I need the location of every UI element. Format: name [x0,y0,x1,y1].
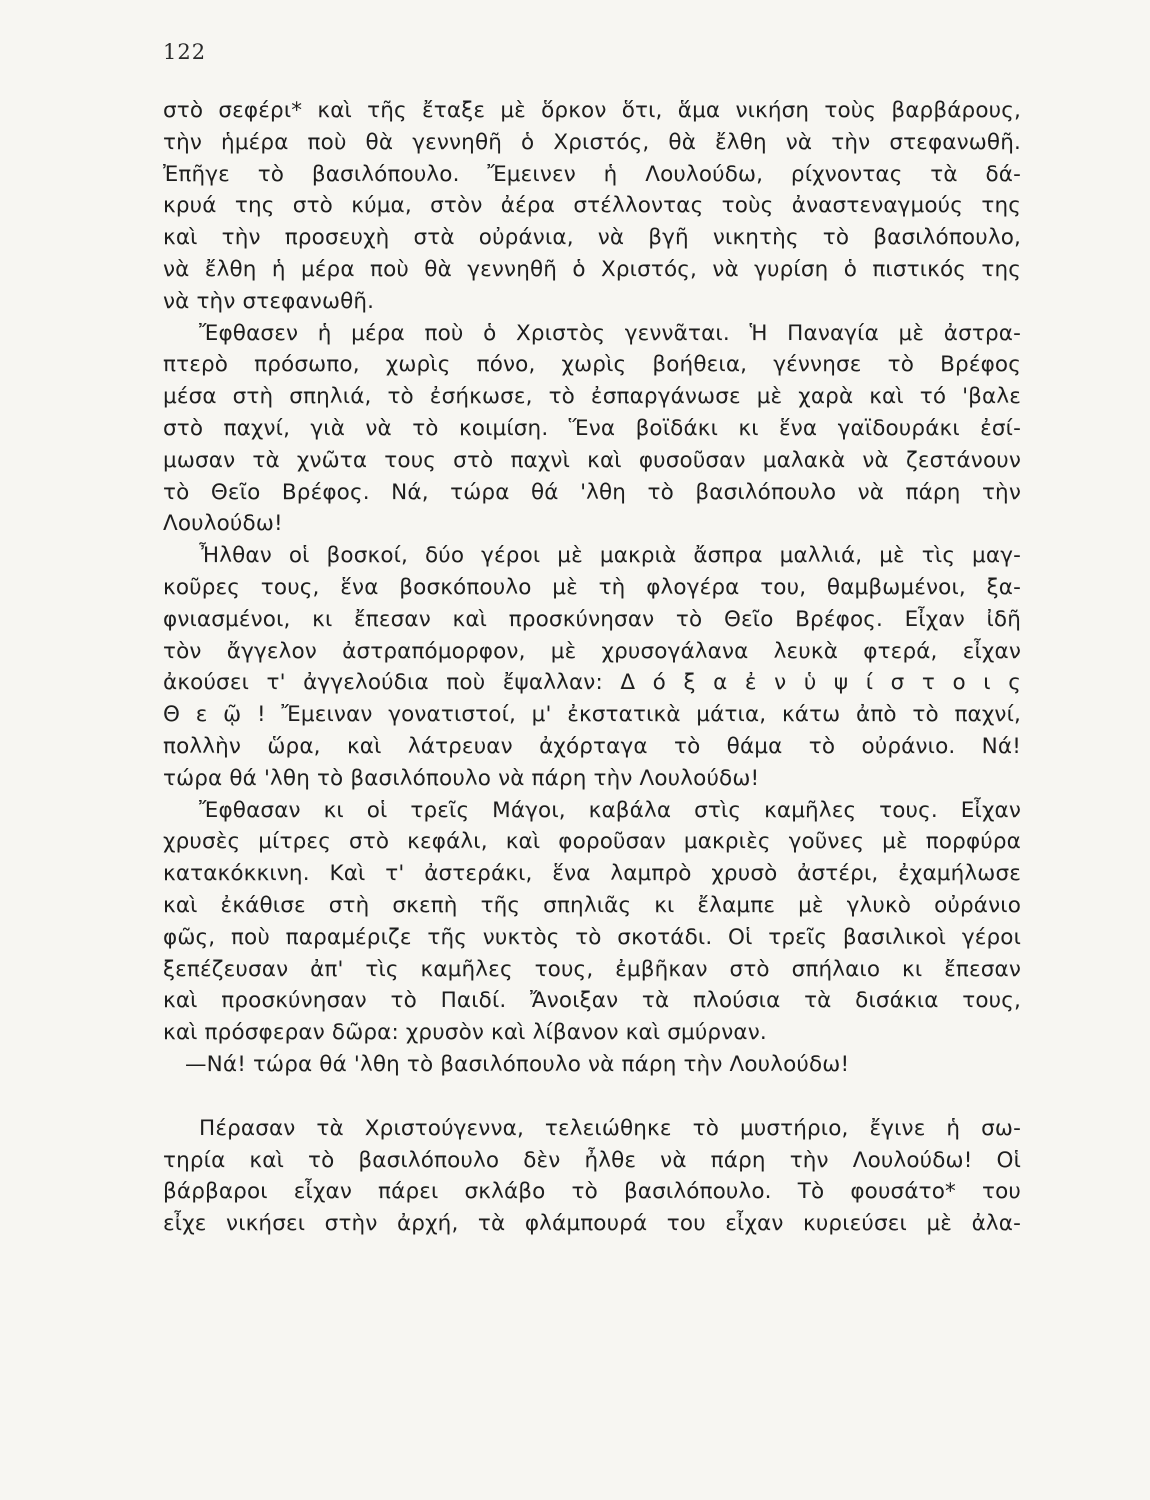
page-number: 122 [163,40,207,64]
text-line: καὶ πρόσφεραν δῶρα: χρυσὸν καὶ λίβανον καὶ σμύρναν. [163,1020,767,1046]
text-line: χρυσὲς μίτρες στὸ κεφάλι, καὶ φοροῦσαν μακριὲς γοῦνες μὲ πορφύρα [163,829,1021,855]
text-line: Ἐπῆγε τὸ βασιλόπουλο. Ἔμεινεν ἡ Λουλούδω, ρίχνοντας τὰ δά- [163,161,1021,187]
text-line: Ἔφθασαν κι οἱ τρεῖς Μάγοι, καβάλα στὶς καμῆλες τους. Εἶχαν [199,797,1021,823]
text-line: Πέρασαν τὰ Χριστούγεννα, τελειώθηκε τὸ μυστήριο, ἔγινε ἡ σω- [199,1115,1021,1141]
text-line: —Νά! τώρα θά 'λθη τὸ βασιλόπουλο νὰ πάρη τὴν Λουλούδω! [185,1051,850,1077]
text-line: στὸ παχνί, γιὰ νὰ τὸ κοιμίση. Ἕνα βοϊδάκι κι ἕνα γαϊδουράκι ἐσί- [163,415,1021,441]
text-line: Λουλούδω! [163,511,283,537]
text-line: τὸ Θεῖο Βρέφος. Νά, τώρα θά 'λθη τὸ βασιλόπουλο νὰ πάρη τὴν [163,479,1021,505]
text-line: ξεπέζευσαν ἀπ' τὶς καμῆλες τους, ἐμβῆκαν στὸ σπήλαιο κι ἔπεσαν [163,956,1021,982]
text-line: βάρβαροι εἶχαν πάρει σκλάβο τὸ βασιλόπουλο. Τὸ φουσάτο* του [163,1179,1021,1205]
text-line: κατακόκκινη. Καὶ τ' ἀστεράκι, ἕνα λαμπρὸ χρυσὸ ἀστέρι, ἐχαμήλωσε [163,861,1021,887]
text-line: καὶ ἐκάθισε στὴ σκεπὴ τῆς σπηλιᾶς κι ἔλαμπε μὲ γλυκὸ οὐράνιο [163,892,1021,918]
paragraph-gap [163,1081,1021,1113]
text-line: τὸν ἄγγελον ἀστραπόμορφον, μὲ χρυσογάλανα λευκὰ φτερά, εἶχαν [163,638,1021,664]
text-line: φνιασμένοι, κι ἔπεσαν καὶ προσκύνησαν τὸ Θεῖο Βρέφος. Εἶχαν ἰδῆ [163,606,1021,632]
text-line: καὶ προσκύνησαν τὸ Παιδί. Ἄνοιξαν τὰ πλούσια τὰ δισάκια τους, [163,988,1021,1014]
text-line: Ἦλθαν οἱ βοσκοί, δύο γέροι μὲ μακριὰ ἄσπρα μαλλιά, μὲ τὶς μαγ- [199,543,1021,569]
text-line: τώρα θά 'λθη τὸ βασιλόπουλο νὰ πάρη τὴν Λουλούδω! [163,765,760,791]
text-line: μέσα στὴ σπηλιά, τὸ ἐσήκωσε, τὸ ἐσπαργάνωσε μὲ χαρὰ καὶ τό 'βαλε [163,384,1021,410]
text-line: κρυά της στὸ κύμα, στὸν ἀέρα στέλλοντας τοὺς ἀναστεναγμούς της [163,193,1021,219]
text-line: φῶς, ποὺ παραμέριζε τῆς νυκτὸς τὸ σκοτάδι. Οἱ τρεῖς βασιλικοὶ γέροι [163,924,1021,950]
text-line: ἀκούσει τ' ἀγγελούδια ποὺ ἔψαλλαν: Δ ό ξ α ἐ ν ὑ ψ ί σ τ ο ι ς [163,670,1021,696]
text-line: πολλὴν ὥρα, καὶ λάτρευαν ἀχόρταγα τὸ θάμα τὸ οὐράνιο. Νά! [163,733,1021,759]
text-line: νὰ ἔλθη ἡ μέρα ποὺ θὰ γεννηθῆ ὁ Χριστός, νὰ γυρίση ὁ πιστικός της [163,256,1021,282]
text-line: νὰ τὴν στεφανωθῆ. [163,288,375,314]
text-line: καὶ τὴν προσευχὴ στὰ οὐράνια, νὰ βγῆ νικητὴς τὸ βασιλόπουλο, [163,225,1021,251]
text-line: εἶχε νικήσει στὴν ἀρχή, τὰ φλάμπουρά του εἶχαν κυριεύσει μὲ ἀλα- [163,1211,1021,1237]
text-line: Ἔφθασεν ἡ μέρα ποὺ ὁ Χριστὸς γεννᾶται. Ἡ Παναγία μὲ ἀστρα- [199,320,1021,346]
body-text [163,95,1021,1240]
text-line: στὸ σεφέρι* καὶ τῆς ἔταξε μὲ ὅρκον ὅτι, ἅμα νικήση τοὺς βαρβάρους, [163,98,1021,123]
text-line: μωσαν τὰ χνῶτα τους στὸ παχνὶ καὶ φυσοῦσαν μαλακὰ νὰ ζεστάνουν [163,447,1021,473]
text-line: τὴν ἡμέρα ποὺ θὰ γεννηθῆ ὁ Χριστός, θὰ ἔλθη νὰ τὴν στεφανωθῆ. [163,129,1021,155]
text-line: κοῦρες τους, ἕνα βοσκόπουλο μὲ τὴ φλογέρα του, θαμβωμένοι, ξα- [163,574,1021,600]
text-line: Θ ε ῷ ! Ἔμειναν γονατιστοί, μ' ἐκστατικὰ μάτια, κάτω ἀπὸ τὸ παχνί, [163,702,1021,728]
text-line: πτερὸ πρόσωπο, χωρὶς πόνο, χωρὶς βοήθεια, γέννησε τὸ Βρέφος [163,352,1021,378]
text-line: τηρία καὶ τὸ βασιλόπουλο δὲν ἦλθε νὰ πάρη τὴν Λουλούδω! Οἱ [163,1147,1021,1173]
